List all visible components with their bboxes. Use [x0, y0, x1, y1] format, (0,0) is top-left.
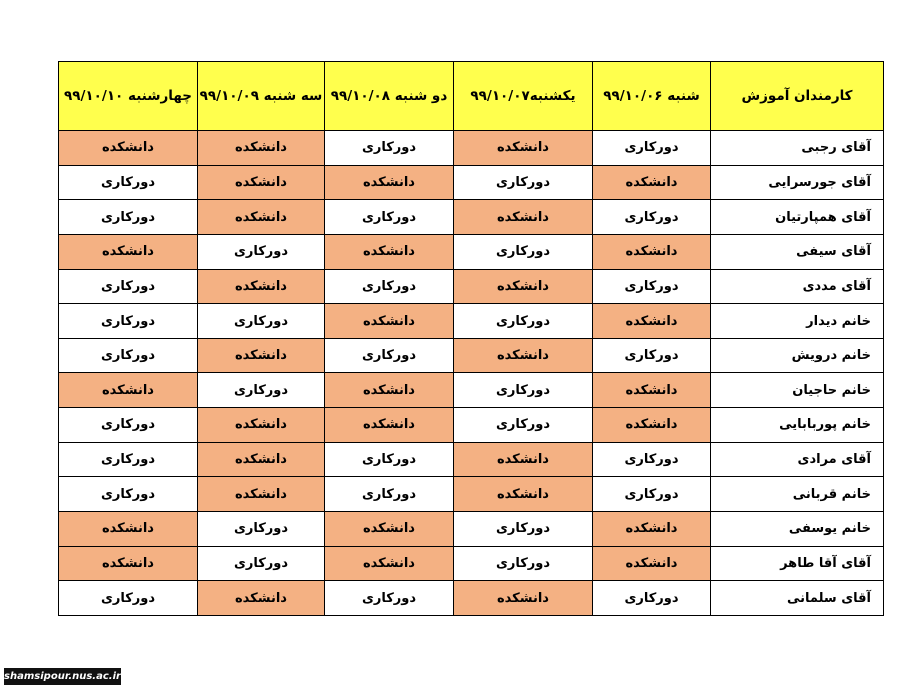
- status-cell: دانشکده: [198, 581, 325, 616]
- status-cell: دانشکده: [454, 442, 593, 477]
- status-cell: دانشکده: [198, 269, 325, 304]
- status-cell: دورکاری: [325, 581, 454, 616]
- status-cell: دانشکده: [59, 234, 198, 269]
- staff-name: خانم حاجیان: [711, 373, 884, 408]
- status-cell: دورکاری: [325, 477, 454, 512]
- status-cell: دانشکده: [593, 512, 711, 547]
- table-row: [59, 373, 884, 408]
- table-row: [59, 546, 884, 581]
- status-cell: دورکاری: [593, 338, 711, 373]
- status-cell: دانشکده: [325, 304, 454, 339]
- status-cell: دورکاری: [454, 408, 593, 443]
- status-cell: دورکاری: [454, 373, 593, 408]
- staff-name: آقای مددی: [711, 269, 884, 304]
- status-cell: دانشکده: [59, 373, 198, 408]
- status-cell: دورکاری: [325, 338, 454, 373]
- status-cell: دورکاری: [593, 269, 711, 304]
- status-cell: دانشکده: [59, 546, 198, 581]
- status-cell: دورکاری: [454, 304, 593, 339]
- header-row: [59, 62, 884, 131]
- status-cell: دانشکده: [454, 338, 593, 373]
- status-cell: دانشکده: [454, 131, 593, 166]
- header-wednesday: چهارشنبه ۹۹/۱۰/۱۰: [59, 62, 198, 131]
- status-cell: دورکاری: [59, 581, 198, 616]
- status-cell: دورکاری: [59, 408, 198, 443]
- status-cell: دانشکده: [325, 165, 454, 200]
- status-cell: دورکاری: [593, 477, 711, 512]
- table-row: [59, 338, 884, 373]
- staff-name: آقای سلمانی: [711, 581, 884, 616]
- staff-name: خانم درویش: [711, 338, 884, 373]
- status-cell: دانشکده: [593, 304, 711, 339]
- status-cell: دانشکده: [198, 477, 325, 512]
- status-cell: دانشکده: [593, 546, 711, 581]
- status-cell: دورکاری: [59, 338, 198, 373]
- schedule-table: [58, 61, 884, 616]
- status-cell: دورکاری: [198, 512, 325, 547]
- status-cell: دانشکده: [59, 131, 198, 166]
- status-cell: دورکاری: [593, 581, 711, 616]
- status-cell: دانشکده: [454, 581, 593, 616]
- status-cell: دانشکده: [325, 234, 454, 269]
- status-cell: دورکاری: [454, 512, 593, 547]
- status-cell: دورکاری: [198, 304, 325, 339]
- staff-name: آقای جورسرایی: [711, 165, 884, 200]
- status-cell: دورکاری: [198, 546, 325, 581]
- table-row: [59, 512, 884, 547]
- header-monday: دو شنبه ۹۹/۱۰/۰۸: [325, 62, 454, 131]
- status-cell: دانشکده: [198, 442, 325, 477]
- staff-name: خانم دیدار: [711, 304, 884, 339]
- status-cell: دورکاری: [59, 304, 198, 339]
- status-cell: دانشکده: [325, 546, 454, 581]
- status-cell: دانشکده: [198, 408, 325, 443]
- table-row: [59, 304, 884, 339]
- status-cell: دانشکده: [198, 131, 325, 166]
- table-row: [59, 408, 884, 443]
- status-cell: دانشکده: [454, 269, 593, 304]
- table-row: [59, 165, 884, 200]
- status-cell: دورکاری: [325, 442, 454, 477]
- table-row: [59, 581, 884, 616]
- status-cell: دورکاری: [198, 234, 325, 269]
- status-cell: دانشکده: [198, 338, 325, 373]
- staff-name: خانم یوسفی: [711, 512, 884, 547]
- status-cell: دورکاری: [325, 269, 454, 304]
- status-cell: دورکاری: [59, 442, 198, 477]
- header-sunday: یکشنبه۹۹/۱۰/۰۷: [454, 62, 593, 131]
- staff-name: آقای آقا طاهر: [711, 546, 884, 581]
- header-staff: کارمندان آموزش: [711, 62, 884, 131]
- staff-name: آقای رجبی: [711, 131, 884, 166]
- status-cell: دورکاری: [454, 546, 593, 581]
- header-tuesday: سه شنبه ۹۹/۱۰/۰۹: [198, 62, 325, 131]
- status-cell: دورکاری: [593, 200, 711, 235]
- header-saturday: شنبه ۹۹/۱۰/۰۶: [593, 62, 711, 131]
- table-row: [59, 442, 884, 477]
- status-cell: دورکاری: [454, 165, 593, 200]
- table-row: [59, 234, 884, 269]
- status-cell: دانشکده: [198, 165, 325, 200]
- status-cell: دانشکده: [593, 234, 711, 269]
- status-cell: دورکاری: [325, 131, 454, 166]
- status-cell: دانشکده: [593, 373, 711, 408]
- status-cell: دورکاری: [593, 131, 711, 166]
- schedule-body: [59, 131, 884, 616]
- status-cell: دانشکده: [593, 165, 711, 200]
- status-cell: دانشکده: [59, 512, 198, 547]
- status-cell: دورکاری: [59, 200, 198, 235]
- staff-name: خانم پوربابایی: [711, 408, 884, 443]
- status-cell: دانشکده: [454, 200, 593, 235]
- staff-name: آقای همپارتیان: [711, 200, 884, 235]
- status-cell: دورکاری: [593, 442, 711, 477]
- staff-name: آقای مرادی: [711, 442, 884, 477]
- table-row: [59, 477, 884, 512]
- staff-name: آقای سیفی: [711, 234, 884, 269]
- status-cell: دانشکده: [325, 373, 454, 408]
- status-cell: دانشکده: [325, 512, 454, 547]
- status-cell: دانشکده: [325, 408, 454, 443]
- status-cell: دانشکده: [198, 200, 325, 235]
- status-cell: دورکاری: [198, 373, 325, 408]
- status-cell: دورکاری: [454, 234, 593, 269]
- status-cell: دورکاری: [325, 200, 454, 235]
- site-url-label: shamsipour.nus.ac.ir: [4, 668, 121, 685]
- status-cell: دورکاری: [59, 477, 198, 512]
- table-row: [59, 200, 884, 235]
- table-row: [59, 269, 884, 304]
- staff-name: خانم قربانی: [711, 477, 884, 512]
- status-cell: دانشکده: [593, 408, 711, 443]
- status-cell: دورکاری: [59, 165, 198, 200]
- status-cell: دورکاری: [59, 269, 198, 304]
- status-cell: دانشکده: [454, 477, 593, 512]
- table-row: [59, 131, 884, 166]
